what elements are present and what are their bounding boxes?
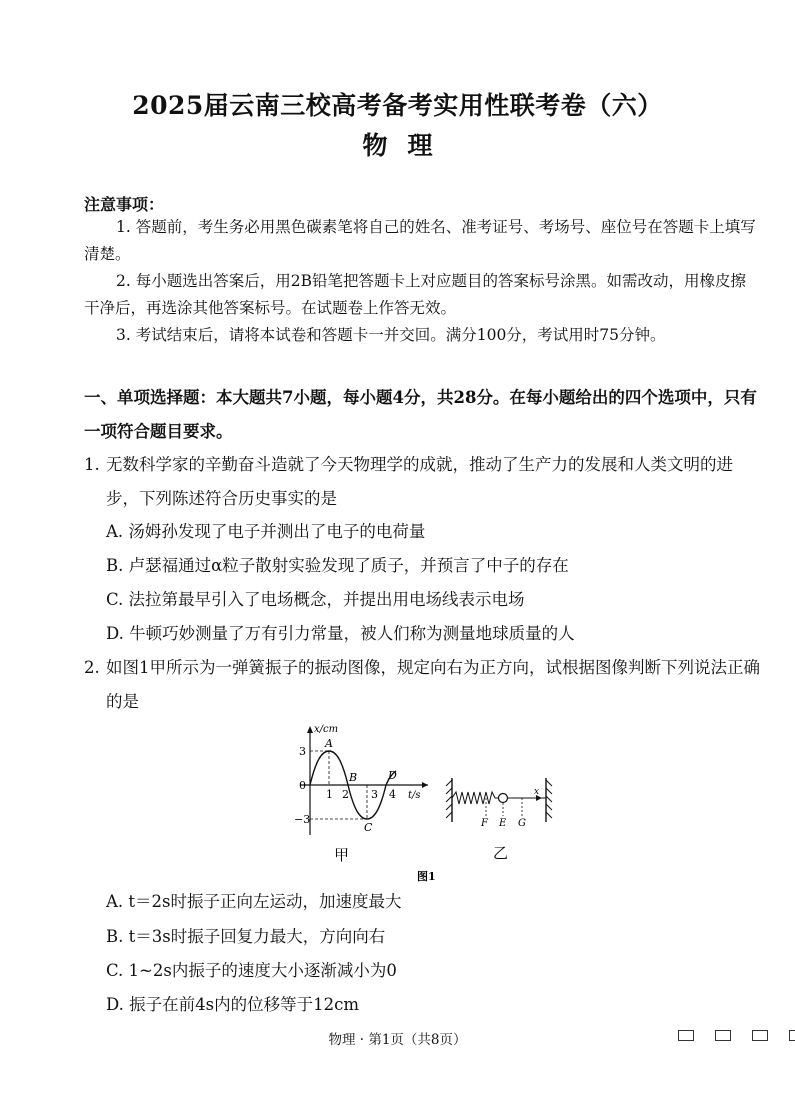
point-b: B [349,771,358,784]
notice-item-1: 1. 答题前，考生务必用黑色碳素笔将自己的姓名、准考证号、考场号、座位号在答题卡上填写清楚。 [84,218,756,263]
point-d: D [388,769,397,782]
option-d: D. 牛顿巧妙测量了万有引力常量，被人们称为测量地球质量的人 [106,624,575,643]
tick-3: 3 [299,745,306,758]
question-text: 如图1甲所示为一弹簧振子的振动图像，规定向右为正方向，试根据图像判断下列说法正确的是 [106,658,760,711]
figure-1 [290,720,570,890]
option-b: B. t＝3s时振子回复力最大，方向向右 [106,927,386,946]
y-axis-label: x/cm [314,724,339,735]
tick-1: 1 [326,788,333,801]
point-g: G [518,818,526,829]
marker-box [789,1030,795,1041]
tick-3t: 3 [371,788,378,801]
spring-label: 乙 [493,844,509,862]
tick-2: 2 [342,788,349,801]
subject-title: 物理 [362,131,453,160]
spring-oscillator-diagram [446,778,552,862]
point-e: E [499,818,507,829]
option-d: D. 振子在前4s内的位移等于12cm [106,995,359,1014]
tick-4: 4 [389,788,396,801]
option-c: C. 1~2s内振子的速度大小逐渐减小为0 [106,961,397,980]
x-axis-label: t/s [408,790,421,801]
option-c: C. 法拉第最早引入了电场概念，并提出用电场线表示电场 [106,590,525,609]
notice-heading: 注意事项： [84,195,165,214]
question-text: 无数科学家的辛勤奋斗造就了今天物理学的成就，推动了生产力的发展和人类文明的进步，下列陈述符合历史事实的是 [106,455,733,508]
tick-0: 0 [299,779,306,792]
spring-axis-label: x [534,787,540,797]
option-a: A. 汤姆孙发现了电子并测出了电子的电荷量 [106,522,426,541]
question-2 [84,651,764,719]
point-f: F [481,818,488,829]
figure-caption: 图1 [417,870,436,883]
notice-item-3: 3. 考试结束后，请将本试卷和答题卡一并交回。满分100分，考试用时75分钟。 [116,326,666,344]
question-number: 1. [84,455,100,474]
graph-label: 甲 [334,846,350,864]
page-footer: 物理 · 第1页（共8页） [328,1032,467,1048]
exam-title: 2025届云南三校高考备考实用性联考卷（六） [132,91,663,120]
question-1 [84,448,764,516]
point-a: A [325,737,333,750]
option-a: A. t＝2s时振子正向左运动，加速度最大 [106,892,402,911]
option-b: B. 卢瑟福通过α粒子散射实验发现了质子，并预言了中子的存在 [106,556,569,575]
tick-neg3: −3 [294,813,311,826]
marker-box [752,1030,768,1041]
point-c: C [364,821,373,834]
page-marker-boxes [678,1030,795,1041]
marker-box [715,1030,731,1041]
notice-item-2: 2. 每小题选出答案后，用2B铅笔把答题卡上对应题目的答案标号涂黑。如需改动，用橡皮擦干净后，再选涂其他答案标号。在试题卷上作答无效。 [84,272,746,317]
marker-box [678,1030,694,1041]
section-heading: 一、单项选择题：本大题共7小题，每小题4分，共28分。在每小题给出的四个选项中，只有一项符合题目要求。 [84,388,757,441]
vibration-graph [294,724,428,864]
question-number: 2. [84,658,100,677]
